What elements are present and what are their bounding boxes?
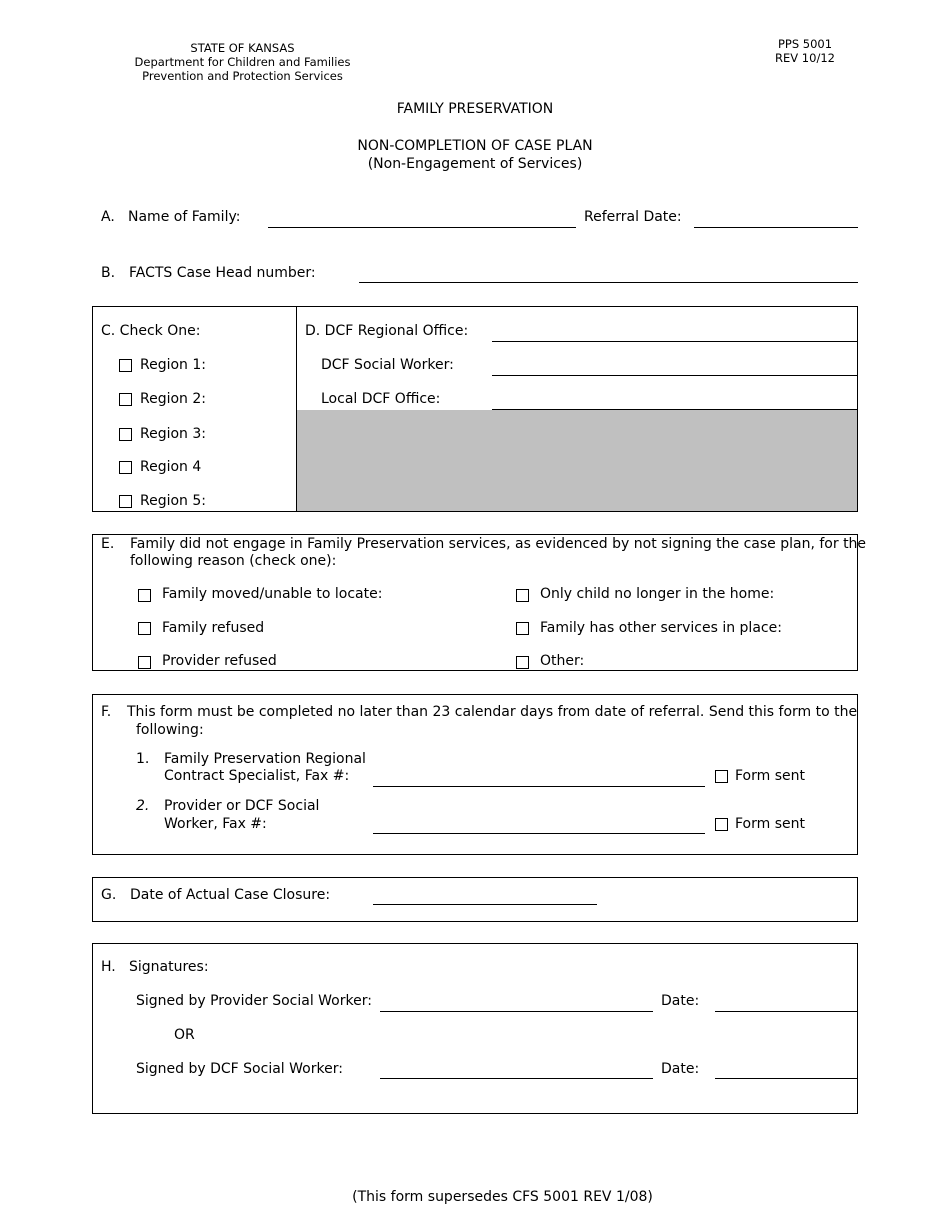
case-closure-label: Date of Actual Case Closure: [130, 887, 331, 903]
family-refused-label: Family refused [162, 620, 265, 636]
form-sent-1-label: Form sent [735, 768, 805, 784]
family-refused-checkbox[interactable] [138, 622, 151, 635]
item-2-number: 2. [136, 798, 150, 814]
section-a-letter: A. [101, 209, 115, 225]
dcf-signature-field[interactable] [380, 1078, 653, 1079]
provider-date-field[interactable] [715, 1011, 858, 1012]
facts-case-head-label: FACTS Case Head number: [129, 265, 316, 281]
region-4-label: Region 4 [140, 459, 202, 475]
only-child-label: Only child no longer in the home: [540, 586, 775, 602]
region-1-checkbox[interactable] [119, 359, 132, 372]
section-b-letter: B. [101, 265, 116, 281]
supersedes-note: (This form supersedes CFS 5001 REV 1/08) [352, 1189, 653, 1205]
provider-signature-label: Signed by Provider Social Worker: [136, 993, 372, 1009]
form-revision: REV 10/12 [775, 51, 835, 65]
or-label: OR [174, 1027, 195, 1043]
dcf-social-worker-field[interactable] [492, 375, 858, 376]
check-one-label: C. Check One: [101, 323, 201, 339]
provider-date-label: Date: [661, 993, 700, 1009]
family-name-label: Name of Family: [128, 209, 241, 225]
title-non-completion: NON-COMPLETION OF CASE PLAN [357, 138, 593, 154]
region-3-checkbox[interactable] [119, 428, 132, 441]
region-2-checkbox[interactable] [119, 393, 132, 406]
dcf-regional-office-label: D. DCF Regional Office: [305, 323, 469, 339]
region-4-checkbox[interactable] [119, 461, 132, 474]
provider-refused-label: Provider refused [162, 653, 277, 669]
signatures-label: Signatures: [129, 959, 209, 975]
facts-case-head-field[interactable] [359, 282, 858, 283]
section-e-letter: E. [101, 536, 115, 552]
dcf-social-worker-label: DCF Social Worker: [321, 357, 454, 373]
section-e-text-line-2: following reason (check one): [130, 553, 337, 569]
family-moved-checkbox[interactable] [138, 589, 151, 602]
form-sent-2-checkbox[interactable] [715, 818, 728, 831]
section-h-letter: H. [101, 959, 116, 975]
other-checkbox[interactable] [516, 656, 529, 669]
regional-contract-fax-field[interactable] [373, 786, 705, 787]
title-family-preservation: FAMILY PRESERVATION [396, 101, 554, 117]
agency-line-1: STATE OF KANSAS [190, 41, 295, 55]
section-f-letter: F. [101, 704, 112, 720]
family-name-field[interactable] [268, 227, 576, 228]
dcf-date-label: Date: [661, 1061, 700, 1077]
agency-line-3: Prevention and Protection Services [142, 69, 343, 83]
section-e-text-line-1: Family did not engage in Family Preservation services, as evidenced by not signing the case plan, for the [130, 536, 867, 552]
referral-date-label: Referral Date: [584, 209, 682, 225]
local-dcf-office-field[interactable] [492, 409, 858, 410]
other-services-label: Family has other services in place: [540, 620, 782, 636]
item-1-line-1: Family Preservation Regional [164, 751, 366, 767]
agency-line-2: Department for Children and Families [134, 55, 351, 69]
form-sent-1-checkbox[interactable] [715, 770, 728, 783]
item-1-line-2: Contract Specialist, Fax #: [164, 768, 350, 784]
dcf-signature-label: Signed by DCF Social Worker: [136, 1061, 343, 1077]
local-dcf-office-label: Local DCF Office: [321, 391, 441, 407]
only-child-checkbox[interactable] [516, 589, 529, 602]
provider-refused-checkbox[interactable] [138, 656, 151, 669]
section-g-letter: G. [101, 887, 117, 903]
shaded-area [297, 410, 857, 511]
item-1-number: 1. [136, 751, 150, 767]
other-label: Other: [540, 653, 585, 669]
case-closure-date-field[interactable] [373, 904, 597, 905]
form-sent-2-label: Form sent [735, 816, 805, 832]
form-number: PPS 5001 [777, 37, 833, 51]
section-f-text-line-2: following: [136, 722, 204, 738]
item-2-line-1: Provider or DCF Social [164, 798, 320, 814]
title-non-engagement: (Non-Engagement of Services) [367, 156, 583, 172]
section-f-text-line-1: This form must be completed no later than 23 calendar days from date of referral. Send this form to the [127, 704, 858, 720]
region-2-label: Region 2: [140, 391, 207, 407]
dcf-regional-office-field[interactable] [492, 341, 858, 342]
region-5-checkbox[interactable] [119, 495, 132, 508]
provider-signature-field[interactable] [380, 1011, 653, 1012]
dcf-date-field[interactable] [715, 1078, 858, 1079]
referral-date-field[interactable] [694, 227, 858, 228]
region-3-label: Region 3: [140, 426, 207, 442]
item-2-line-2: Worker, Fax #: [164, 816, 267, 832]
region-5-label: Region 5: [140, 493, 207, 509]
other-services-checkbox[interactable] [516, 622, 529, 635]
family-moved-label: Family moved/unable to locate: [162, 586, 383, 602]
provider-fax-field[interactable] [373, 833, 705, 834]
region-1-label: Region 1: [140, 357, 207, 373]
